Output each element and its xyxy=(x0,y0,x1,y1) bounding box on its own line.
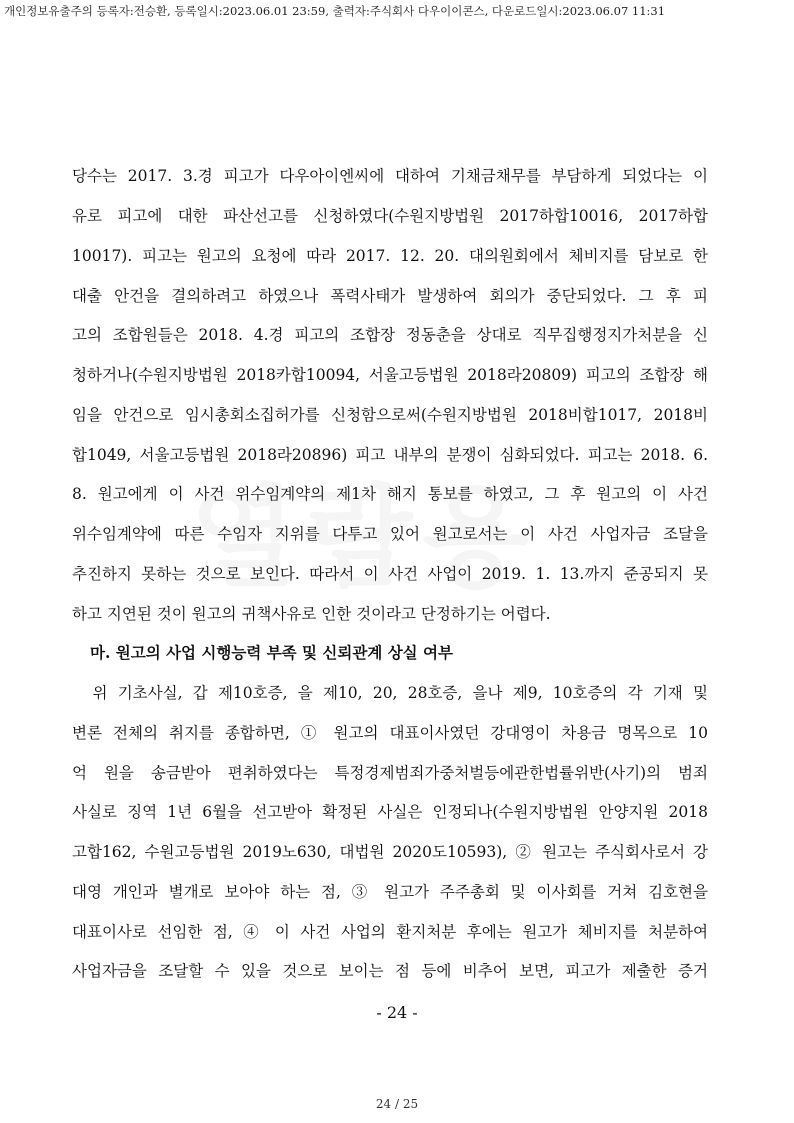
page-indicator: 24 / 25 xyxy=(375,1097,419,1111)
body-line: 대출 안건을 결의하려고 하였으나 폭력사태가 발생하여 회의가 중단되었다. 그 후 피 xyxy=(72,287,708,305)
body-line: 변론 전체의 취지를 종합하면, ① 원고의 대표이사였던 강대영이 차용금 명목으로 10 xyxy=(72,724,708,742)
body-line: 임을 안건으로 임시총회소집허가를 신청함으로써(수원지방법원 2018비합1017, 2018비 xyxy=(72,406,708,424)
body-line: 합1049, 서울고등법원 2018라20896) 피고 내부의 분쟁이 심화되었다. 피고는 2018. 6. xyxy=(72,446,708,464)
body-line: 고의 조합원들은 2018. 4.경 피고의 조합장 정동춘을 상대로 직무집행정지가처분을 신 xyxy=(72,326,708,344)
body-line: 고합162, 수원고등법원 2019노630, 대법원 2020도10593), ② 원고는 주식회사로서 강 xyxy=(72,843,708,861)
body-line: 청하거나(수원지방법원 2018카합10094, 서울고등법원 2018라20809) 피고의 조합장 해 xyxy=(72,366,708,384)
body-line: 당수는 2017. 3.경 피고가 다우아이엔씨에 대하여 기채금채무를 부담하게 되었다는 이 xyxy=(72,167,708,185)
body-line: 8. 원고에게 이 사건 위수임계약의 제1차 해지 통보를 하였고, 그 후 원고의 이 사건 xyxy=(72,485,708,503)
page-number: - 24 - xyxy=(376,1003,418,1022)
body-line: 사업자금을 조달할 수 있을 것으로 보이는 점 등에 비추어 보면, 피고가 제출한 증거 xyxy=(72,962,708,980)
section-heading: 마. 원고의 사업 시행능력 부족 및 신뢰관계 상실 여부 xyxy=(90,643,454,662)
body-line: 하고 지연된 것이 원고의 귀책사유로 인한 것이라고 단정하기는 어렵다. xyxy=(72,605,551,623)
body-line: 대표이사로 선임한 점, ④ 이 사건 사업의 환지처분 후에는 원고가 체비지를 처분하여 xyxy=(72,923,708,941)
body-line: 위수임계약에 따른 수임자 지위를 다투고 있어 원고로서는 이 사건 사업자금 조달을 xyxy=(72,525,708,543)
body-line: 위 기초사실, 갑 제10호증, 을 제10, 20, 28호증, 을나 제9, 10호증의 각 기재 및 xyxy=(72,684,708,702)
download-header: 개인정보유출주의 등록자:전승환, 등록일시:2023.06.01 23:59, 출력자:주식회사 다우이이콘스, 다운로드일시:2023.06.07 11:31 xyxy=(4,4,666,18)
body-line: 억 원을 송금받아 편취하였다는 특정경제범죄가중처벌등에관한법률위반(사기)의 범죄 xyxy=(72,764,708,782)
body-line: 유로 피고에 대한 파산선고를 신청하였다(수원지방법원 2017하합10016, 2017하합 xyxy=(72,207,708,225)
body-line: 대영 개인과 별개로 보아야 하는 점, ③ 원고가 주주총회 및 이사회를 거쳐 김호현을 xyxy=(72,883,708,901)
body-line: 사실로 징역 1년 6월을 선고받아 확정된 사실은 인정되나(수원지방법원 안양지원 2018 xyxy=(72,803,708,821)
body-line: 추진하지 못하는 것으로 보인다. 따라서 이 사건 사업이 2019. 1. 13.까지 준공되지 못 xyxy=(72,565,708,583)
body-line: 10017). 피고는 원고의 요청에 따라 2017. 12. 20. 대의원회에서 체비지를 담보로 한 xyxy=(72,247,708,265)
